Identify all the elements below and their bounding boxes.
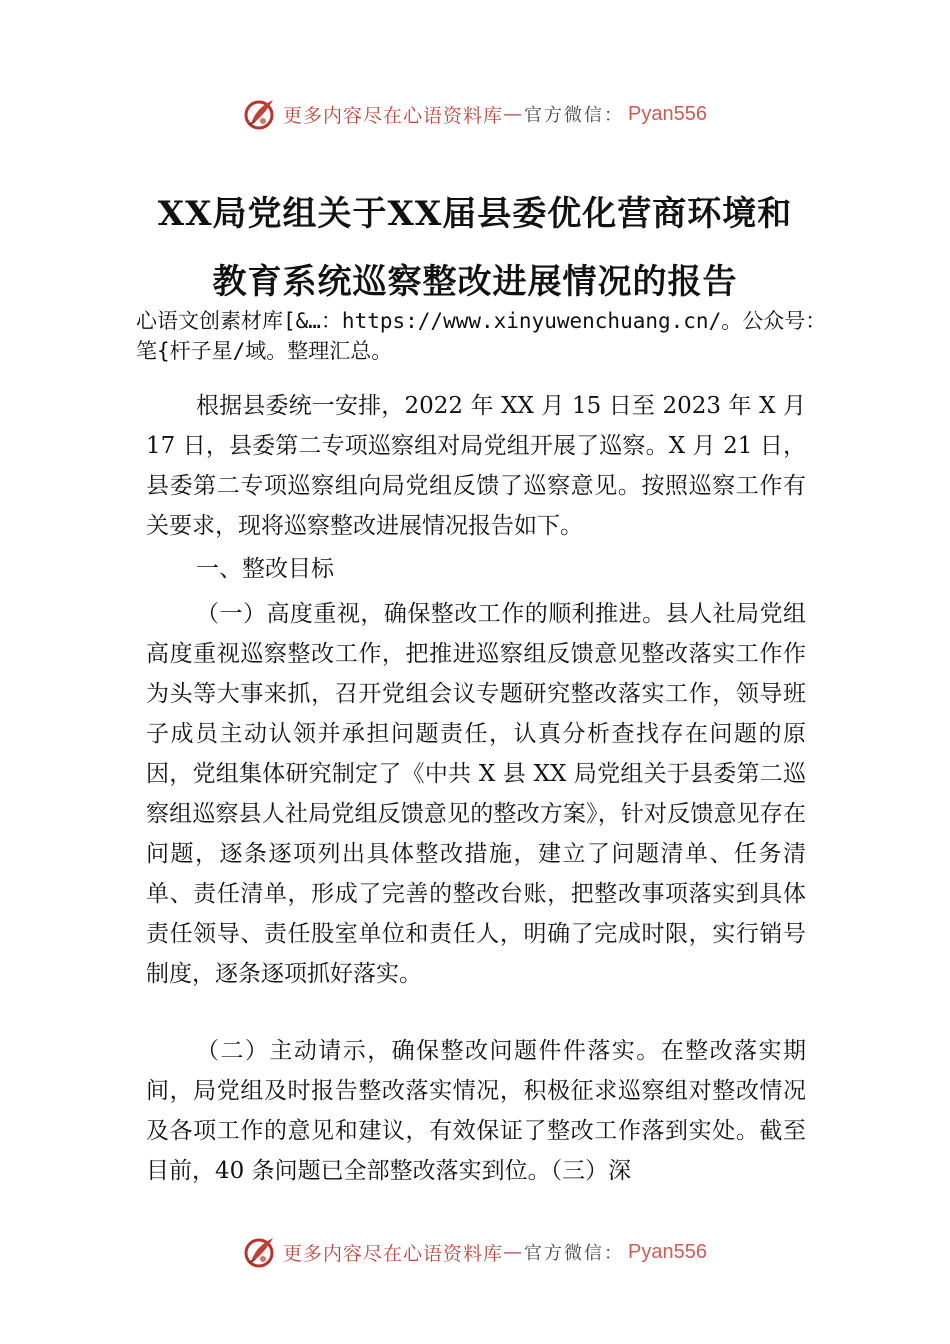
banner-main-text: 更多内容尽在心语资料库	[283, 104, 504, 127]
paragraph-item-1: （一）高度重视，确保整改工作的顺利推进。县人社局党组高度重视巡察整改工作，把推进巡察组反馈意见整改落实工作作为头等大事来抓，召开党组会议专题研究整改落实工作，领导班子成员主动认领并承担问题责任，认真分析查找存在问题的原因，党组集体研究制定了《中共 X 县 XX 局党组关于县委第二巡察组巡察县人社局党组反馈意见的整改方案》，针对反馈意见存在问题，逐条逐项列出具体整改措施，建立了问题清单、任务清单、责任清单，形成了完善的整改台账，把整改事项落实到具体责任领导、责任股室单位和责任人，明确了完成时限，实行销号制度，逐条逐项抓好落实。	[146, 601, 806, 987]
source-note: 心语文创素材库[&…：https://www.xinyuwenchuang.cn/。公众号：笔{杆子星/域。整理汇总。	[136, 309, 827, 363]
quill-ink-logo-icon	[243, 97, 277, 131]
footer-banner	[0, 1230, 950, 1274]
banner-separator: —	[503, 1241, 523, 1263]
quill-ink-logo-icon	[243, 1235, 277, 1269]
header-banner	[0, 92, 950, 136]
banner-separator: —	[503, 103, 523, 125]
section-heading: 一、整改目标	[196, 556, 334, 582]
document-title-line-1: XX局党组关于XX届县委优化营商环境和	[157, 194, 793, 234]
document-title-line-2: 教育系统巡察整改进展情况的报告	[212, 262, 738, 302]
banner-main-text: 更多内容尽在心语资料库	[283, 1242, 504, 1265]
banner-wechat-id: Pyan556	[628, 1240, 707, 1263]
paragraph-intro: 根据县委统一安排，2022 年 XX 月 15 日至 2023 年 X 月 17 日，县委第二专项巡察组对局党组开展了巡察。X 月 21 日，县委第二专项巡察组向局党组反馈了巡察意见。按照巡察工作有关要求，现将巡察整改进展情况报告如下。	[146, 393, 806, 539]
paragraph-item-2: （二）主动请示，确保整改问题件件落实。在整改落实期间，局党组及时报告整改落实情况，积极征求巡察组对整改情况及各项工作的意见和建议，有效保证了整改工作落到实处。截至目前，40 条问题已全部整改落实到位。（三）深	[146, 1038, 806, 1184]
banner-wechat-id: Pyan556	[628, 102, 707, 125]
banner-wechat-label: 官方微信：	[524, 105, 625, 126]
banner-wechat-label: 官方微信：	[524, 1243, 625, 1264]
